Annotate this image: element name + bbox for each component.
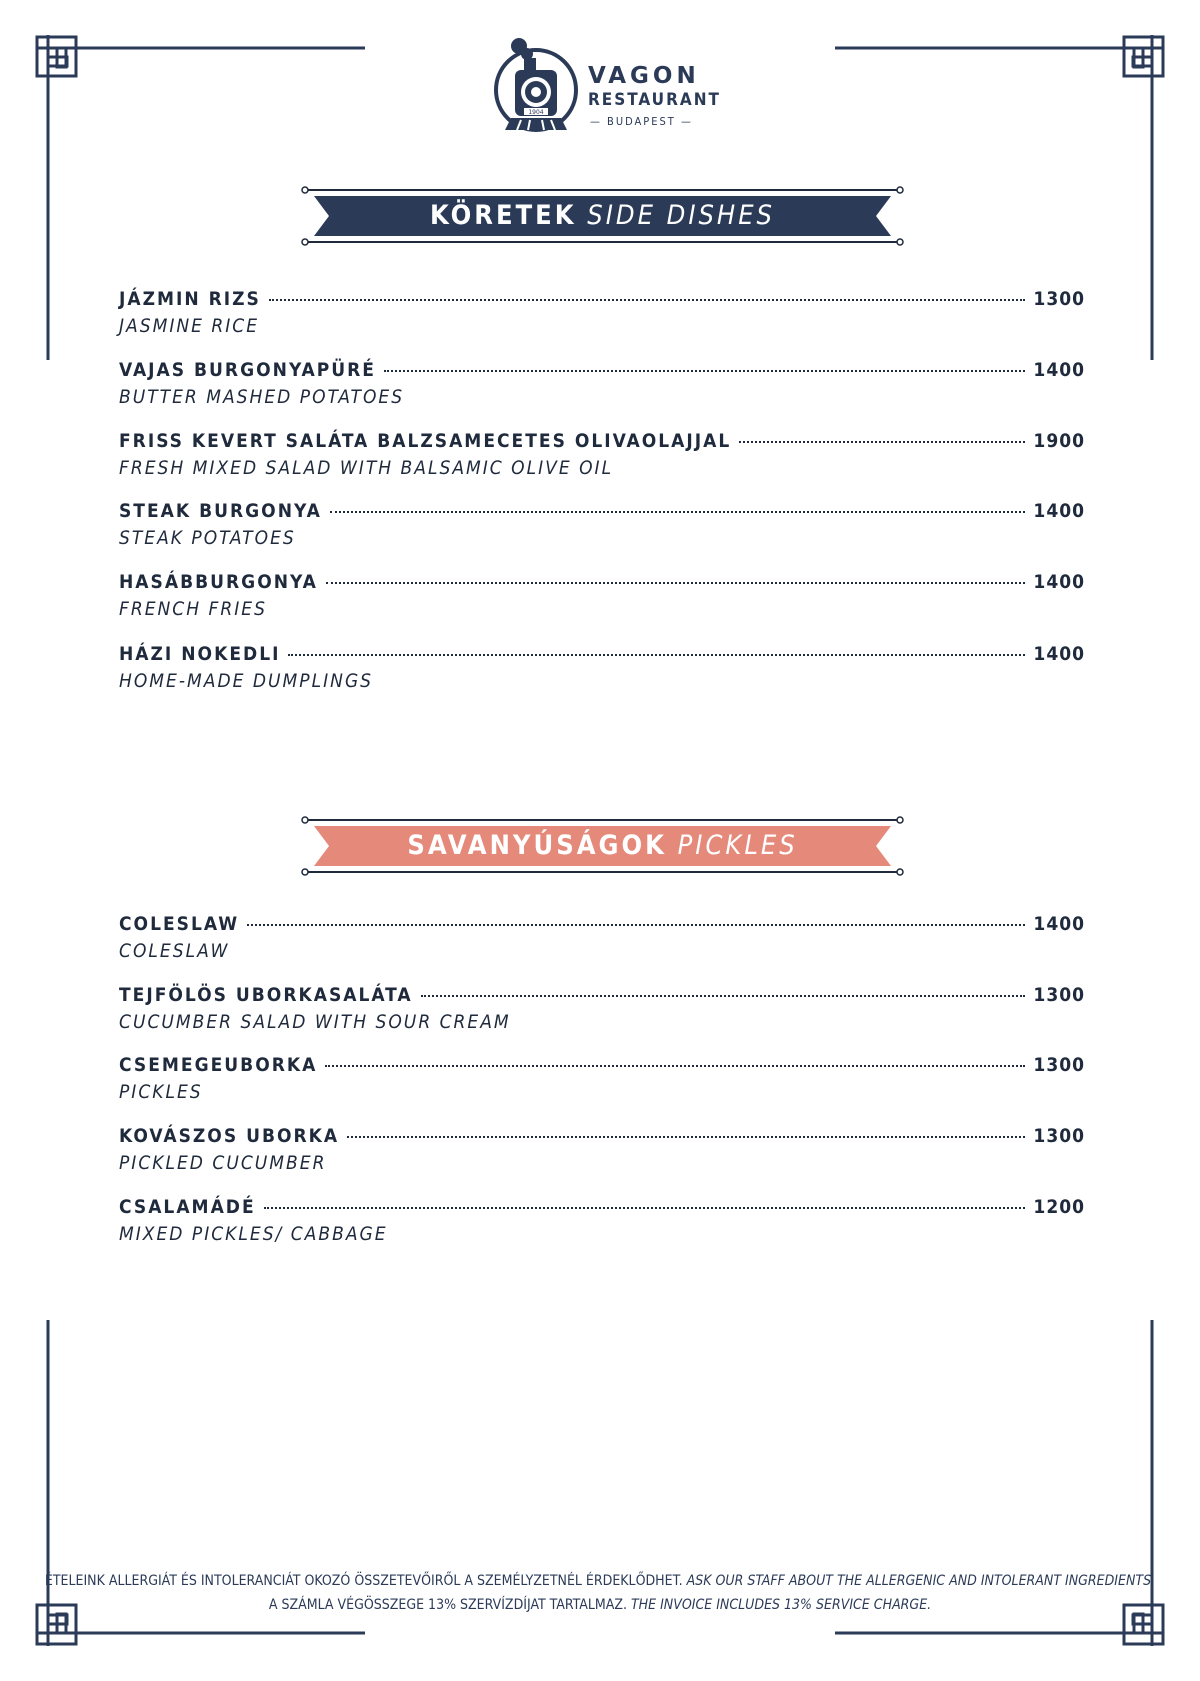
section-banner-pickles [300, 816, 905, 876]
section-title-hu: KÖRETEK [430, 200, 577, 231]
item-name-hu: HÁZI NOKEDLI [119, 643, 281, 665]
menu-item [119, 1054, 1085, 1114]
dot-leader [247, 924, 1025, 926]
item-price: 1300 [1033, 288, 1085, 310]
menu-item [119, 500, 1085, 560]
dot-leader [421, 995, 1026, 997]
item-name-hu: STEAK BURGONYA [119, 500, 322, 522]
service-charge-en: THE INVOICE INCLUDES 13% SERVICE CHARGE. [630, 1597, 932, 1613]
logo-name: VAGON [588, 63, 700, 89]
dot-leader [325, 1065, 1025, 1067]
allergen-notice-hu: ÉTELEINK ALLERGIÁT ÉS INTOLERANCIÁT OKOZÓ ÖSSZETEVŐIRŐL A SZEMÉLYZETNÉL ÉRDEKLŐDHET. [44, 1573, 683, 1589]
menu-item [119, 1196, 1085, 1256]
dot-leader [269, 299, 1026, 301]
item-name-en: COLESLAW [119, 940, 230, 962]
item-name-en: BUTTER MASHED POTATOES [119, 386, 405, 408]
service-charge-notice [0, 1597, 1200, 1613]
section-title-en: PICKLES [677, 830, 798, 861]
restaurant-logo [493, 38, 723, 138]
item-name-en: MIXED PICKLES/ CABBAGE [119, 1223, 388, 1245]
logo-subtitle: RESTAURANT [588, 90, 721, 110]
menu-item [119, 288, 1085, 348]
locomotive-icon [493, 38, 583, 138]
item-price: 1900 [1033, 430, 1085, 452]
item-name-en: CUCUMBER SALAD WITH SOUR CREAM [119, 1011, 511, 1033]
item-price: 1400 [1033, 359, 1085, 381]
item-name-en: FRESH MIXED SALAD WITH BALSAMIC OLIVE OIL [119, 457, 614, 479]
item-price: 1300 [1033, 984, 1085, 1006]
item-price: 1400 [1033, 571, 1085, 593]
logo-badge: 1904 [528, 109, 544, 116]
section-title-en: SIDE DISHES [587, 200, 775, 231]
item-price: 1400 [1033, 643, 1085, 665]
allergen-notice [0, 1573, 1200, 1589]
dot-leader [264, 1207, 1026, 1209]
item-price: 1400 [1033, 500, 1085, 522]
item-name-en: PICKLES [119, 1081, 203, 1103]
menu-item [119, 430, 1085, 490]
item-name-en: FRENCH FRIES [119, 598, 267, 620]
menu-item [119, 571, 1085, 631]
item-name-hu: TEJFÖLÖS UBORKASALÁTA [119, 984, 413, 1006]
item-name-hu: HASÁBBURGONYA [119, 571, 318, 593]
item-name-hu: CSALAMÁDÉ [119, 1196, 256, 1218]
menu-item [119, 913, 1085, 973]
item-name-hu: VAJAS BURGONYAPÜRÉ [119, 359, 376, 381]
menu-item [119, 984, 1085, 1044]
item-name-en: PICKLED CUCUMBER [119, 1152, 327, 1174]
logo-city: — BUDAPEST — [590, 115, 693, 128]
dot-leader [347, 1136, 1025, 1138]
item-name-hu: JÁZMIN RIZS [119, 288, 261, 310]
item-name-hu: KOVÁSZOS UBORKA [119, 1125, 340, 1147]
dot-leader [739, 441, 1025, 443]
item-price: 1200 [1033, 1196, 1085, 1218]
menu-item [119, 1125, 1085, 1185]
item-name-hu: COLESLAW [119, 913, 240, 935]
menu-item [119, 359, 1085, 419]
service-charge-hu: A SZÁMLA VÉGÖSSZEGE 13% SZERVÍZDÍJAT TARTALMAZ. [268, 1597, 627, 1613]
item-name-hu: FRISS KEVERT SALÁTA BALZSAMECETES OLIVAOLAJJAL [119, 430, 732, 452]
menu-item [119, 643, 1085, 703]
item-price: 1300 [1033, 1054, 1085, 1076]
dot-leader [384, 370, 1025, 372]
section-banner-side-dishes [300, 186, 905, 246]
item-name-hu: CSEMEGEUBORKA [119, 1054, 318, 1076]
item-price: 1300 [1033, 1125, 1085, 1147]
item-price: 1400 [1033, 913, 1085, 935]
dot-leader [288, 654, 1025, 656]
section-title-hu: SAVANYÚSÁGOK [407, 830, 667, 861]
dot-leader [330, 511, 1026, 513]
item-name-en: STEAK POTATOES [119, 527, 296, 549]
allergen-notice-en: ASK OUR STAFF ABOUT THE ALLERGENIC AND INTOLERANT INGREDIENTS. [686, 1573, 1156, 1589]
item-name-en: HOME-MADE DUMPLINGS [119, 670, 374, 692]
dot-leader [326, 582, 1026, 584]
item-name-en: JASMINE RICE [119, 315, 260, 337]
